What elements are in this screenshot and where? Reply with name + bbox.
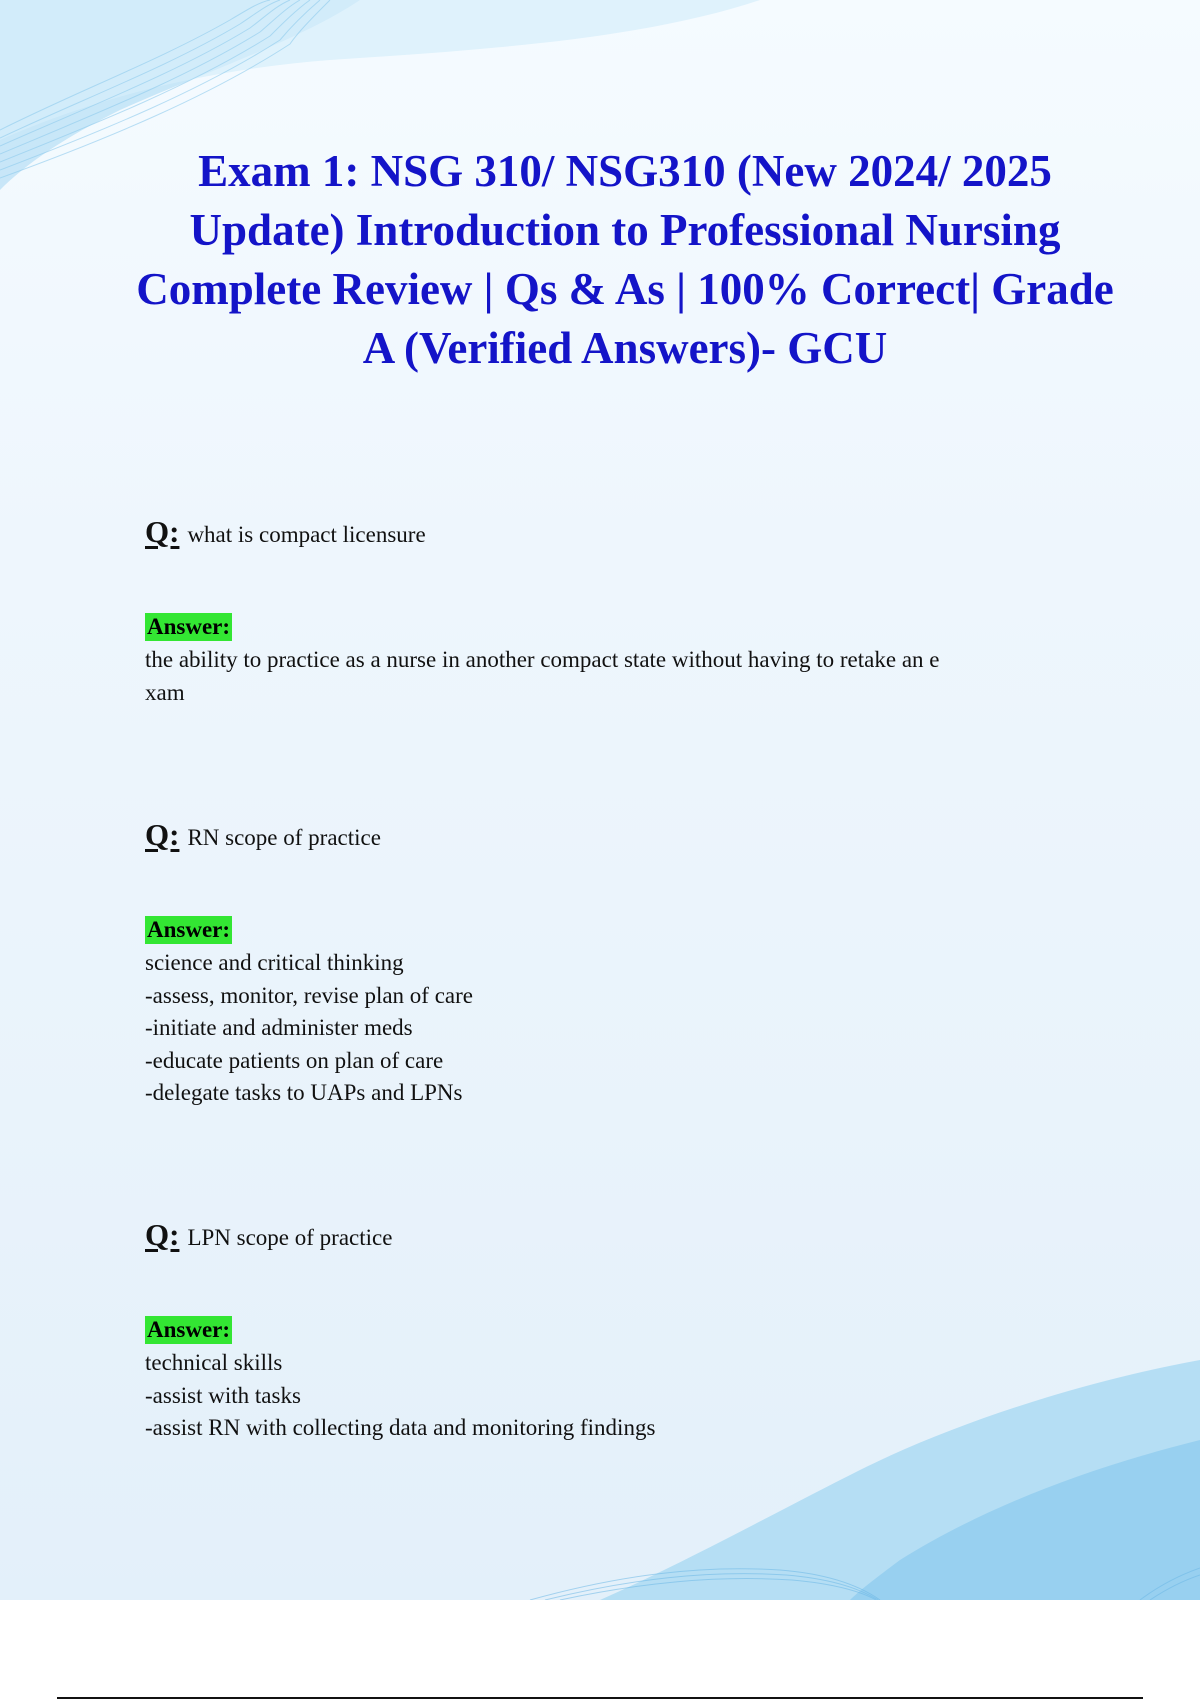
answer-text: science and critical thinking -assess, monitor, revise plan of care -initiate and administer meds -educate patients on plan of care -delegate tasks to UAPs and LPNs	[145, 950, 473, 1105]
answer-label: Answer:	[147, 614, 231, 639]
qa-item-3	[145, 1219, 1105, 1445]
answer-label: Answer:	[147, 917, 231, 942]
question-text: LPN scope of practice	[187, 1225, 393, 1250]
wave-top-left-light	[0, 0, 760, 140]
question-label: Q:	[145, 817, 180, 852]
answer-label: Answer:	[147, 1317, 231, 1342]
question-line	[145, 819, 1105, 854]
question-text: RN scope of practice	[187, 825, 381, 850]
answer-text: the ability to practice as a nurse in another compact state without having to retake an e xam	[145, 647, 940, 705]
question-line	[145, 1219, 1105, 1254]
question-label: Q:	[145, 514, 180, 549]
question-line	[145, 516, 1105, 551]
qa-item-1	[145, 516, 1105, 709]
question-text: what is compact licensure	[187, 522, 426, 547]
document-title: Exam 1: NSG 310/ NSG310 (New 2024/ 2025 Update) Introduction to Professional Nursing Complete Review | Qs & As | 100% Correct| Grade A (Verified Answers)- GCU	[136, 146, 1114, 373]
qa-item-2	[145, 819, 1105, 1110]
answer-text: technical skills -assist with tasks -assist RN with collecting data and monitoring findings	[145, 1350, 656, 1440]
footer-rule	[57, 1697, 1143, 1699]
question-label: Q:	[145, 1217, 180, 1252]
